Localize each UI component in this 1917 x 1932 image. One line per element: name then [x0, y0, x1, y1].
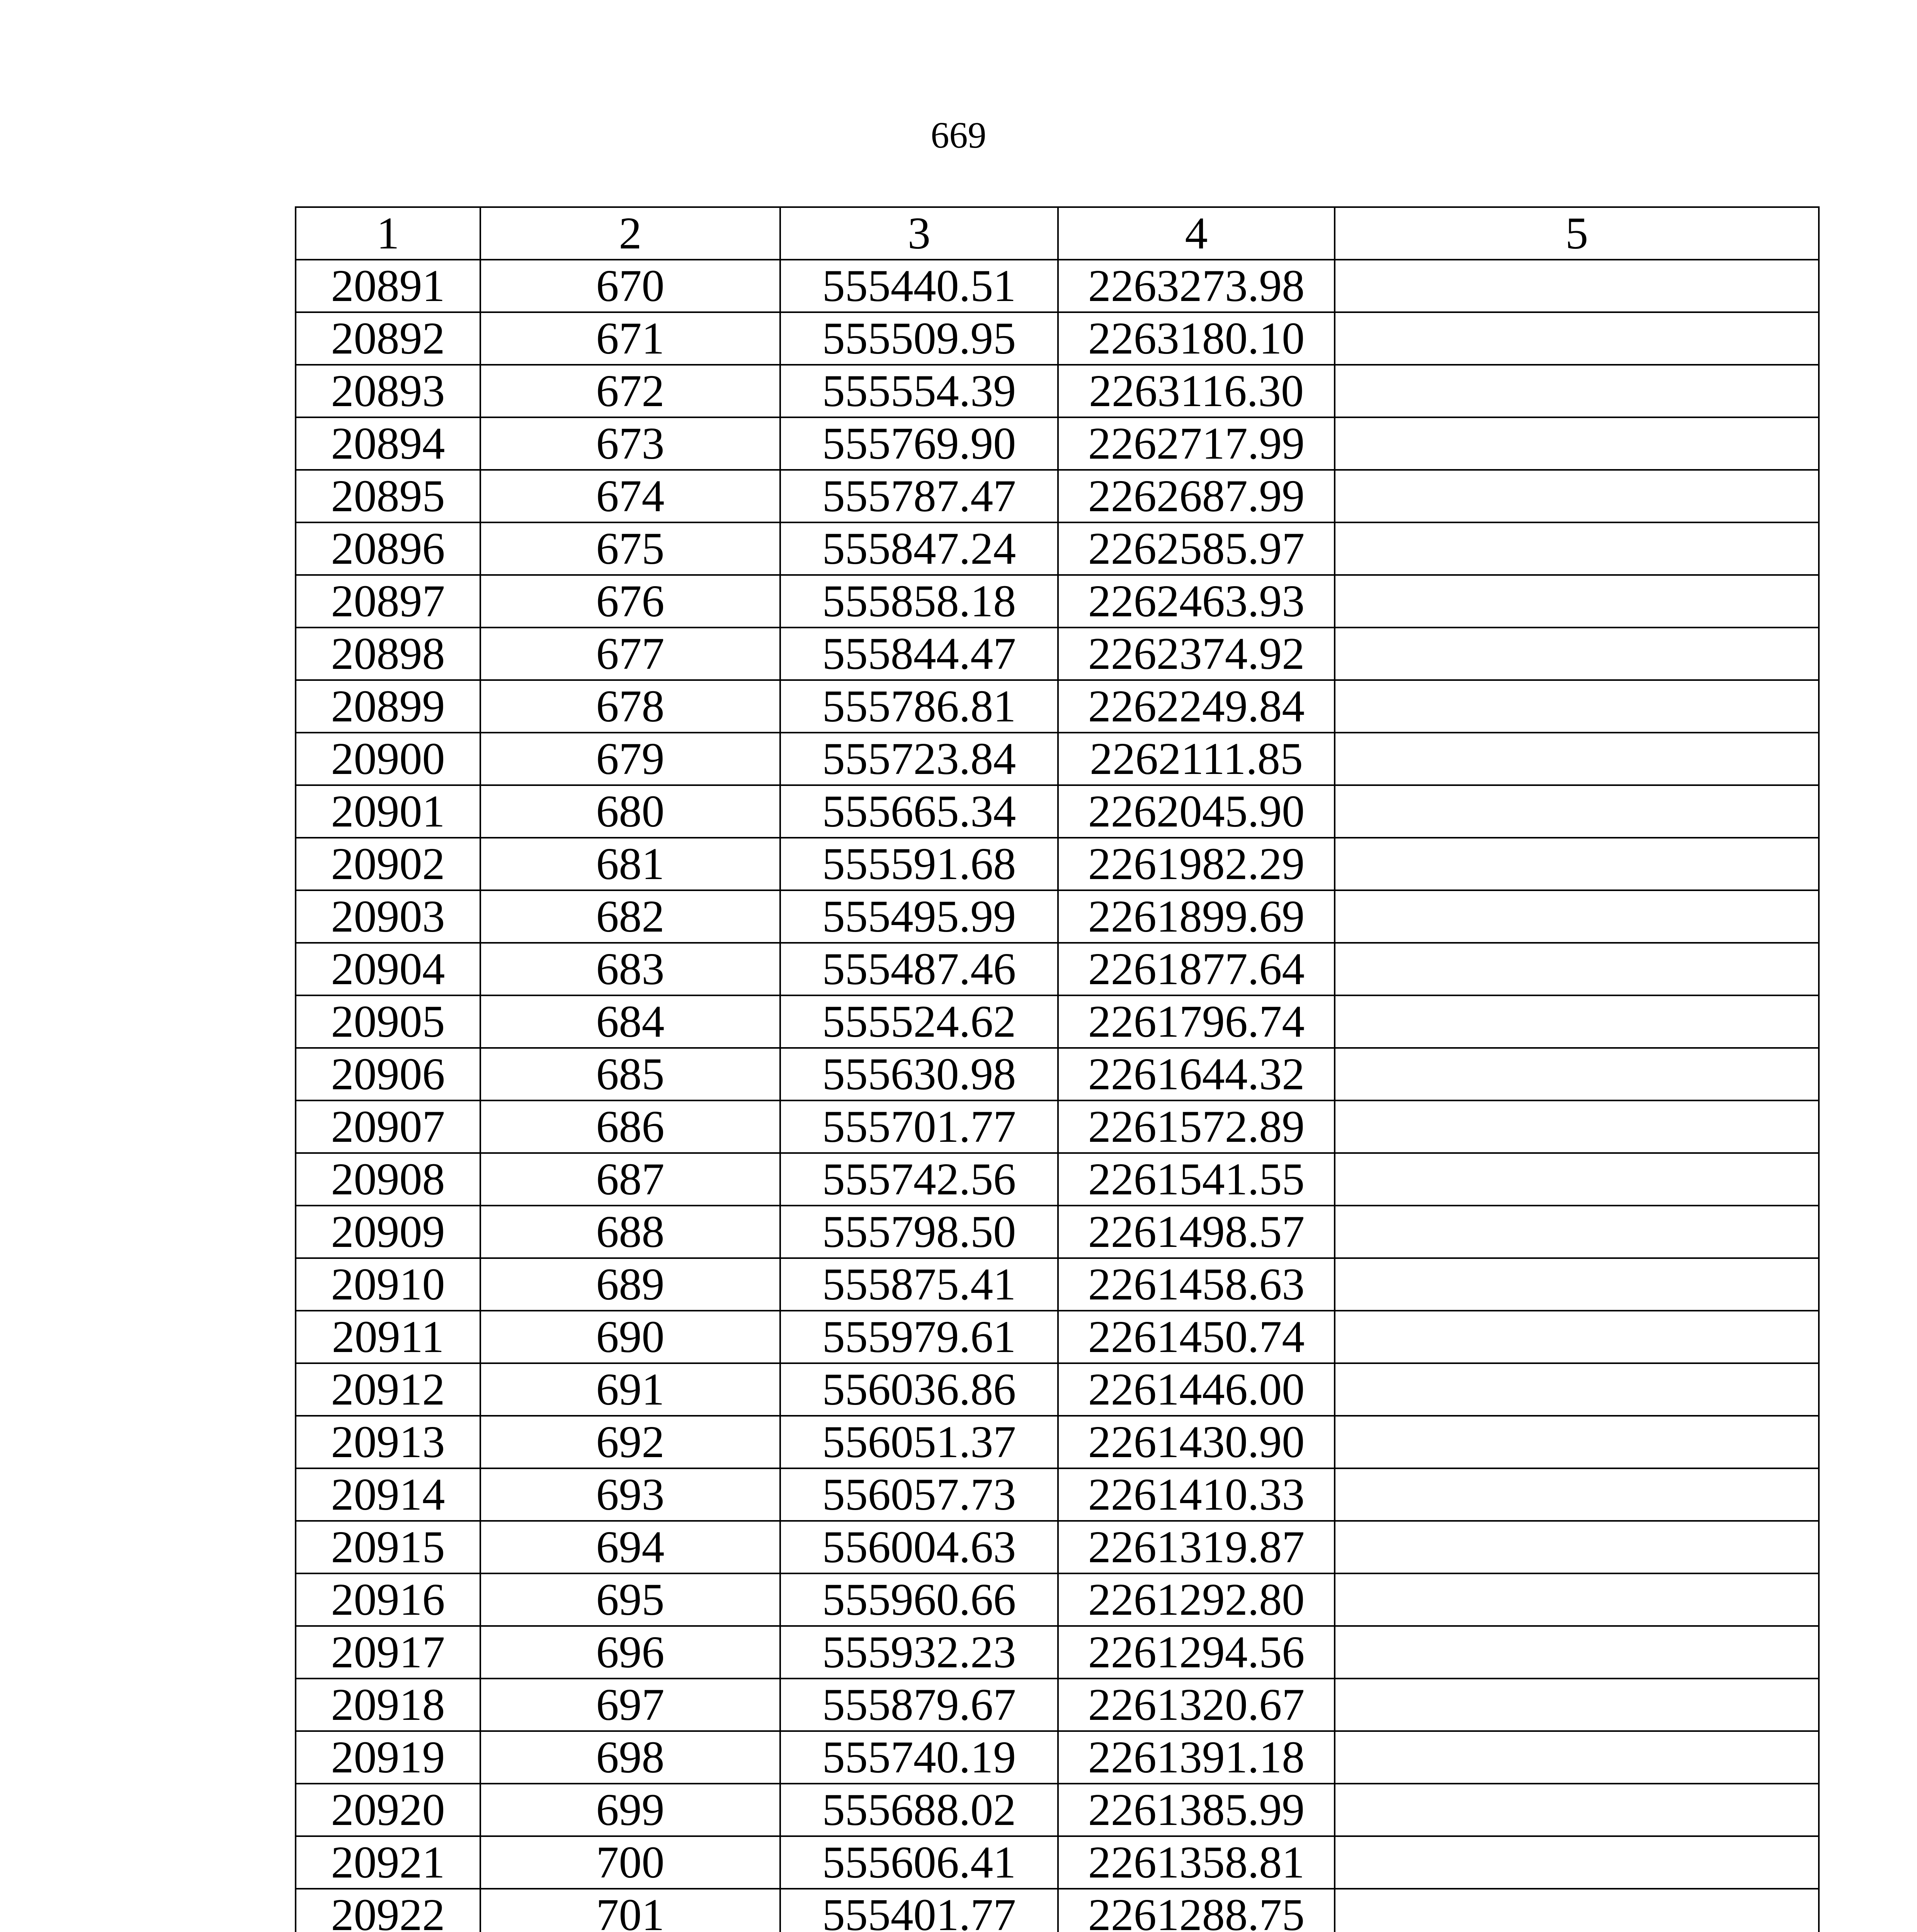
table-cell: 20898: [296, 628, 480, 680]
table-cell: 690: [480, 1311, 780, 1363]
table-cell: [1335, 1416, 1819, 1468]
table-cell: 20915: [296, 1521, 480, 1573]
table-cell: 691: [480, 1363, 780, 1416]
table-cell: 682: [480, 890, 780, 943]
table-cell: 20918: [296, 1679, 480, 1731]
table-header-row: [296, 207, 1819, 260]
table-body: [296, 260, 1819, 1932]
table-cell: [1335, 1731, 1819, 1784]
table-cell: 555786.81: [780, 680, 1058, 733]
table-cell: [1335, 1048, 1819, 1100]
table-cell: [1335, 575, 1819, 628]
table-cell: 688: [480, 1206, 780, 1258]
table-cell: 673: [480, 417, 780, 470]
table-row: [296, 260, 1819, 312]
header-cell: 3: [780, 207, 1058, 260]
table-row: [296, 1889, 1819, 1932]
table-cell: 20896: [296, 522, 480, 575]
table-row: [296, 733, 1819, 785]
table-cell: [1335, 1679, 1819, 1731]
table-cell: 555979.61: [780, 1311, 1058, 1363]
table-row: [296, 1100, 1819, 1153]
table-row: [296, 1468, 1819, 1521]
table-cell: 2261288.75: [1058, 1889, 1335, 1932]
table-cell: 680: [480, 785, 780, 838]
table-cell: 670: [480, 260, 780, 312]
table-cell: 556004.63: [780, 1521, 1058, 1573]
table-cell: 555960.66: [780, 1573, 1058, 1626]
table-cell: 555688.02: [780, 1784, 1058, 1836]
table-cell: [1335, 680, 1819, 733]
table-cell: [1335, 1258, 1819, 1311]
table-cell: 20912: [296, 1363, 480, 1416]
table-cell: 20899: [296, 680, 480, 733]
table-cell: 555495.99: [780, 890, 1058, 943]
table-row: [296, 575, 1819, 628]
table-cell: [1335, 312, 1819, 365]
table-cell: 555769.90: [780, 417, 1058, 470]
table-cell: 555787.47: [780, 470, 1058, 522]
table-cell: 2261358.81: [1058, 1836, 1335, 1889]
header-cell: 4: [1058, 207, 1335, 260]
table-cell: 555440.51: [780, 260, 1058, 312]
table-cell: 2262374.92: [1058, 628, 1335, 680]
table-cell: 20897: [296, 575, 480, 628]
table-row: [296, 1363, 1819, 1416]
table-row: [296, 1048, 1819, 1100]
table-cell: 685: [480, 1048, 780, 1100]
table-cell: 555879.67: [780, 1679, 1058, 1731]
table-row: [296, 1573, 1819, 1626]
table-cell: 20904: [296, 943, 480, 995]
table-cell: [1335, 733, 1819, 785]
table-cell: 687: [480, 1153, 780, 1206]
table-cell: 684: [480, 995, 780, 1048]
table-cell: 20908: [296, 1153, 480, 1206]
table-cell: 2261541.55: [1058, 1153, 1335, 1206]
table-row: [296, 1784, 1819, 1836]
table-cell: 2261446.00: [1058, 1363, 1335, 1416]
table-cell: 681: [480, 838, 780, 890]
table-row: [296, 1521, 1819, 1573]
table-cell: 20919: [296, 1731, 480, 1784]
table-cell: 556057.73: [780, 1468, 1058, 1521]
table-cell: 2261572.89: [1058, 1100, 1335, 1153]
table-cell: 20900: [296, 733, 480, 785]
table-cell: [1335, 1521, 1819, 1573]
table-cell: 2261877.64: [1058, 943, 1335, 995]
table-cell: [1335, 1573, 1819, 1626]
table-cell: [1335, 838, 1819, 890]
table-cell: 555665.34: [780, 785, 1058, 838]
page-number: 669: [930, 114, 987, 156]
table-cell: 20911: [296, 1311, 480, 1363]
table-cell: 2261458.63: [1058, 1258, 1335, 1311]
table-cell: 20892: [296, 312, 480, 365]
table-cell: 671: [480, 312, 780, 365]
table-cell: 2262687.99: [1058, 470, 1335, 522]
table-cell: 556051.37: [780, 1416, 1058, 1468]
table-cell: 679: [480, 733, 780, 785]
table-cell: 2262585.97: [1058, 522, 1335, 575]
table-cell: 555487.46: [780, 943, 1058, 995]
table-cell: 20905: [296, 995, 480, 1048]
table-cell: 2262045.90: [1058, 785, 1335, 838]
table-cell: 2261899.69: [1058, 890, 1335, 943]
table-cell: 2261391.18: [1058, 1731, 1335, 1784]
table-cell: 698: [480, 1731, 780, 1784]
table-row: [296, 1206, 1819, 1258]
table-cell: 20910: [296, 1258, 480, 1311]
table-row: [296, 1416, 1819, 1468]
table-cell: 556036.86: [780, 1363, 1058, 1416]
table-cell: 555858.18: [780, 575, 1058, 628]
table-cell: 686: [480, 1100, 780, 1153]
table-cell: [1335, 1836, 1819, 1889]
table-cell: 555554.39: [780, 365, 1058, 417]
table-cell: 699: [480, 1784, 780, 1836]
table-cell: [1335, 1100, 1819, 1153]
table-cell: [1335, 260, 1819, 312]
table-cell: 555630.98: [780, 1048, 1058, 1100]
table-cell: 700: [480, 1836, 780, 1889]
table-cell: 2261450.74: [1058, 1311, 1335, 1363]
table-cell: 555740.19: [780, 1731, 1058, 1784]
table-cell: 2261498.57: [1058, 1206, 1335, 1258]
table-row: [296, 312, 1819, 365]
table-cell: 674: [480, 470, 780, 522]
table-cell: 555875.41: [780, 1258, 1058, 1311]
table-cell: 701: [480, 1889, 780, 1932]
table-cell: 689: [480, 1258, 780, 1311]
table-cell: 555844.47: [780, 628, 1058, 680]
table-row: [296, 1311, 1819, 1363]
table-cell: [1335, 1206, 1819, 1258]
table-cell: [1335, 417, 1819, 470]
table-cell: 2263116.30: [1058, 365, 1335, 417]
table-cell: [1335, 365, 1819, 417]
table-cell: [1335, 1311, 1819, 1363]
table-row: [296, 522, 1819, 575]
table-row: [296, 470, 1819, 522]
table-cell: 694: [480, 1521, 780, 1573]
table-cell: 555606.41: [780, 1836, 1058, 1889]
table-cell: 20917: [296, 1626, 480, 1679]
table-cell: [1335, 1784, 1819, 1836]
table-cell: [1335, 890, 1819, 943]
table-cell: 20893: [296, 365, 480, 417]
table-cell: 2262111.85: [1058, 733, 1335, 785]
table-cell: 20914: [296, 1468, 480, 1521]
table-row: [296, 1153, 1819, 1206]
table-cell: 555524.62: [780, 995, 1058, 1048]
table-cell: 2261644.32: [1058, 1048, 1335, 1100]
table-cell: [1335, 995, 1819, 1048]
table-cell: 2262463.93: [1058, 575, 1335, 628]
table-row: [296, 890, 1819, 943]
table-cell: 678: [480, 680, 780, 733]
table-cell: 2263180.10: [1058, 312, 1335, 365]
table-row: [296, 417, 1819, 470]
table-cell: 20907: [296, 1100, 480, 1153]
table-row: [296, 628, 1819, 680]
table-cell: 20906: [296, 1048, 480, 1100]
table-cell: [1335, 470, 1819, 522]
coordinates-table: [295, 206, 1820, 1932]
table-cell: 2262249.84: [1058, 680, 1335, 733]
table-cell: [1335, 1153, 1819, 1206]
table-cell: 20891: [296, 260, 480, 312]
table-cell: 20921: [296, 1836, 480, 1889]
table-cell: [1335, 1626, 1819, 1679]
table-cell: 695: [480, 1573, 780, 1626]
header-cell: 2: [480, 207, 780, 260]
table-cell: [1335, 943, 1819, 995]
table-cell: [1335, 628, 1819, 680]
table-cell: 555509.95: [780, 312, 1058, 365]
table-cell: 2261385.99: [1058, 1784, 1335, 1836]
table-cell: [1335, 1363, 1819, 1416]
table-cell: 20894: [296, 417, 480, 470]
table-row: [296, 995, 1819, 1048]
header-cell: 5: [1335, 207, 1819, 260]
header-cell: 1: [296, 207, 480, 260]
table-cell: 2261319.87: [1058, 1521, 1335, 1573]
table-row: [296, 785, 1819, 838]
table-cell: 2261294.56: [1058, 1626, 1335, 1679]
table-cell: 20916: [296, 1573, 480, 1626]
table-cell: 2261796.74: [1058, 995, 1335, 1048]
table-cell: [1335, 522, 1819, 575]
table-cell: 2261982.29: [1058, 838, 1335, 890]
table-cell: 20909: [296, 1206, 480, 1258]
table-cell: 20902: [296, 838, 480, 890]
table-cell: 2263273.98: [1058, 260, 1335, 312]
table-row: [296, 1626, 1819, 1679]
table-cell: 20920: [296, 1784, 480, 1836]
table-cell: 2261320.67: [1058, 1679, 1335, 1731]
table-cell: 2262717.99: [1058, 417, 1335, 470]
table-cell: 555798.50: [780, 1206, 1058, 1258]
table-row: [296, 1258, 1819, 1311]
table-cell: [1335, 1889, 1819, 1932]
table-cell: 20901: [296, 785, 480, 838]
table-cell: 555847.24: [780, 522, 1058, 575]
table-cell: 675: [480, 522, 780, 575]
table-cell: 697: [480, 1679, 780, 1731]
table-cell: 20895: [296, 470, 480, 522]
table-cell: 2261292.80: [1058, 1573, 1335, 1626]
table-cell: 2261430.90: [1058, 1416, 1335, 1468]
table-row: [296, 1731, 1819, 1784]
table-cell: 672: [480, 365, 780, 417]
table-row: [296, 838, 1819, 890]
table-cell: 20913: [296, 1416, 480, 1468]
table-cell: 693: [480, 1468, 780, 1521]
table-cell: 20922: [296, 1889, 480, 1932]
table-cell: 696: [480, 1626, 780, 1679]
table-row: [296, 1836, 1819, 1889]
table-cell: 555742.56: [780, 1153, 1058, 1206]
table-cell: 683: [480, 943, 780, 995]
table-cell: 676: [480, 575, 780, 628]
table-cell: 20903: [296, 890, 480, 943]
table-cell: 555932.23: [780, 1626, 1058, 1679]
table-row: [296, 365, 1819, 417]
table-cell: 2261410.33: [1058, 1468, 1335, 1521]
table-cell: 555591.68: [780, 838, 1058, 890]
table-cell: 555401.77: [780, 1889, 1058, 1932]
table-cell: [1335, 1468, 1819, 1521]
table-row: [296, 943, 1819, 995]
table-row: [296, 1679, 1819, 1731]
table-row: [296, 680, 1819, 733]
table-cell: 677: [480, 628, 780, 680]
table-cell: 692: [480, 1416, 780, 1468]
table-cell: 555701.77: [780, 1100, 1058, 1153]
table-cell: [1335, 785, 1819, 838]
table-cell: 555723.84: [780, 733, 1058, 785]
